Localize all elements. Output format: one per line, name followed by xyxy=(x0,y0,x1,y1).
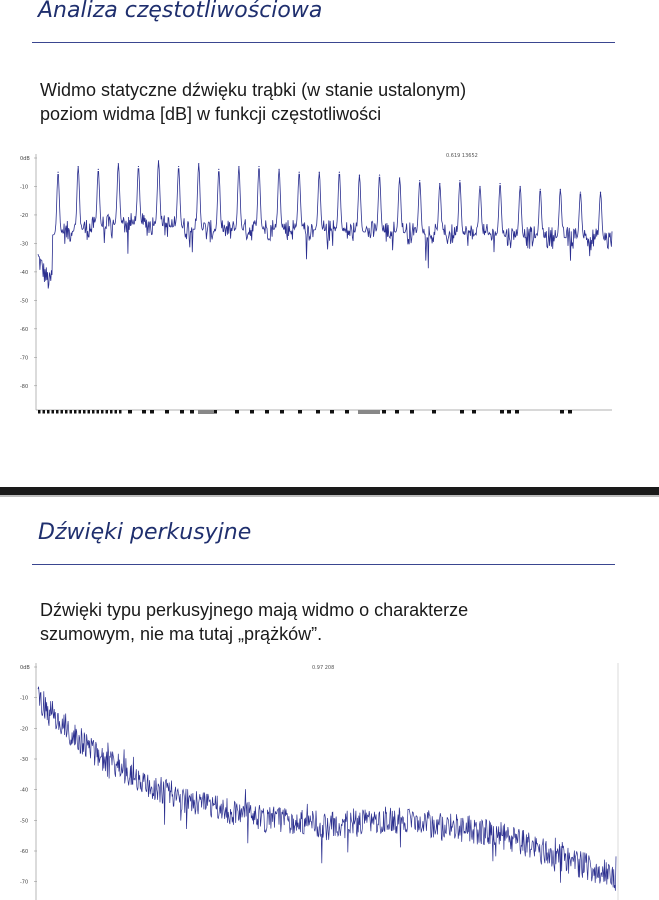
ruler-mark xyxy=(560,410,564,414)
ruler-mark xyxy=(43,410,46,414)
harmonic-peak-26 xyxy=(560,189,561,190)
ruler-mark xyxy=(250,410,254,414)
title-underline xyxy=(32,564,615,565)
ruler-mark xyxy=(515,410,519,414)
y-tick-label: -40 xyxy=(20,269,29,276)
harmonic-peak-3 xyxy=(98,169,99,170)
trumpet-spectrum-chart xyxy=(0,148,659,423)
harmonic-peak-19 xyxy=(419,180,420,181)
y-tick-label: 0dB xyxy=(20,665,30,671)
ruler-mark xyxy=(235,410,239,414)
ruler-mark xyxy=(115,410,118,414)
ruler-mark xyxy=(432,410,436,414)
y-tick-label: -70 xyxy=(20,879,29,886)
ruler-mark xyxy=(142,410,146,414)
ruler-mark xyxy=(330,410,334,414)
harmonic-peak-21 xyxy=(459,180,460,181)
harmonic-peak-6 xyxy=(158,160,159,161)
ruler-mark xyxy=(74,410,77,414)
y-tick-label: -50 xyxy=(20,818,29,825)
harmonic-peak-4 xyxy=(118,163,119,164)
ruler-mark xyxy=(460,410,464,414)
ruler-mark xyxy=(472,410,476,414)
slide-body-text xyxy=(40,78,466,126)
slide-title: Analiza częstotliwościowa xyxy=(38,0,323,23)
spectrum-trace xyxy=(38,161,612,289)
harmonic-peak-5 xyxy=(138,166,139,167)
slide-percussive-sounds xyxy=(0,496,659,900)
ruler-mark xyxy=(83,410,86,414)
y-tick-label: 0dB xyxy=(20,156,30,162)
ruler-mark xyxy=(56,410,59,414)
harmonic-peak-9 xyxy=(218,169,219,170)
body-line-2: poziom widma [dB] w funkcji częstotliwości xyxy=(40,104,382,124)
y-tick-label: -80 xyxy=(20,383,29,390)
ruler-mark xyxy=(280,410,284,414)
ruler-mark xyxy=(52,410,55,414)
ruler-mark xyxy=(500,410,504,414)
harmonic-peak-2 xyxy=(78,166,79,167)
body-line-1: Widmo statyczne dźwięku trąbki (w stanie ustalonym) xyxy=(40,80,467,100)
body-line-2: szumowym, nie ma tutaj „prążków”. xyxy=(40,624,323,644)
y-tick-label: -20 xyxy=(20,726,29,733)
y-tick-label: -70 xyxy=(20,355,29,362)
harmonic-peak-7 xyxy=(178,166,179,167)
harmonic-peak-14 xyxy=(319,172,320,173)
ruler-mark xyxy=(79,410,82,414)
body-line-1: Dźwięki typu perkusyjnego mają widmo o charakterze xyxy=(40,600,469,620)
ruler-mark xyxy=(92,410,95,414)
y-tick-label: -20 xyxy=(20,212,29,219)
ruler-mark xyxy=(316,410,320,414)
percussion-spectrum-chart xyxy=(0,661,659,900)
y-tick-label: -60 xyxy=(20,326,29,333)
ruler-mark xyxy=(128,410,132,414)
ruler-mark xyxy=(190,410,194,414)
y-tick-label: -10 xyxy=(20,184,29,191)
cursor-readout: 0.97 208 xyxy=(312,665,335,671)
ruler-mark xyxy=(97,410,100,414)
ruler-mark xyxy=(410,410,414,414)
harmonic-peak-28 xyxy=(600,192,601,193)
ruler-mark xyxy=(568,410,572,414)
y-tick-label: -60 xyxy=(20,849,29,855)
ruler-segment xyxy=(358,410,380,414)
y-tick-label: -10 xyxy=(20,695,29,702)
title-underline xyxy=(32,42,615,43)
harmonic-peak-27 xyxy=(580,192,581,193)
ruler-mark xyxy=(38,410,41,414)
ruler-mark xyxy=(298,410,302,414)
ruler-mark xyxy=(382,410,386,414)
ruler-mark xyxy=(65,410,68,414)
y-tick-label: -30 xyxy=(20,241,29,248)
ruler-mark xyxy=(106,410,109,414)
ruler-mark xyxy=(88,410,91,414)
y-tick-label: -50 xyxy=(20,298,29,305)
ruler-mark xyxy=(47,410,50,414)
ruler-mark xyxy=(395,410,399,414)
harmonic-peak-12 xyxy=(278,169,279,170)
harmonic-peak-17 xyxy=(379,174,380,175)
ruler-mark xyxy=(345,410,349,414)
ruler-mark xyxy=(265,410,269,414)
ruler-mark xyxy=(70,410,73,414)
ruler-mark xyxy=(150,410,154,414)
slide-divider xyxy=(0,487,659,495)
harmonic-peak-16 xyxy=(359,174,360,175)
ruler-segment xyxy=(198,410,214,414)
harmonic-peak-1 xyxy=(57,172,58,173)
harmonic-peak-23 xyxy=(499,183,500,184)
harmonic-peak-13 xyxy=(299,172,300,173)
ruler-mark xyxy=(165,410,169,414)
harmonic-peak-15 xyxy=(339,172,340,173)
y-tick-label: -30 xyxy=(20,757,29,763)
slide-body-text xyxy=(40,598,468,646)
slide-title: Dźwięki perkusyjne xyxy=(38,520,252,545)
ruler-mark xyxy=(101,410,104,414)
spectrum-trace xyxy=(38,687,616,891)
ruler-mark xyxy=(61,410,64,414)
harmonic-peak-18 xyxy=(399,177,400,178)
harmonic-peak-10 xyxy=(238,166,239,167)
cursor-readout: 0.619 13652 xyxy=(446,153,478,159)
harmonic-peak-20 xyxy=(439,183,440,184)
harmonic-peak-11 xyxy=(258,166,259,167)
harmonic-peak-22 xyxy=(479,186,480,187)
ruler-mark xyxy=(110,410,113,414)
harmonic-peak-8 xyxy=(198,163,199,164)
ruler-mark xyxy=(180,410,184,414)
y-tick-label: -40 xyxy=(20,787,29,794)
ruler-mark xyxy=(119,410,122,414)
ruler-mark xyxy=(507,410,511,414)
harmonic-peak-25 xyxy=(540,189,541,190)
harmonic-peak-24 xyxy=(520,186,521,187)
